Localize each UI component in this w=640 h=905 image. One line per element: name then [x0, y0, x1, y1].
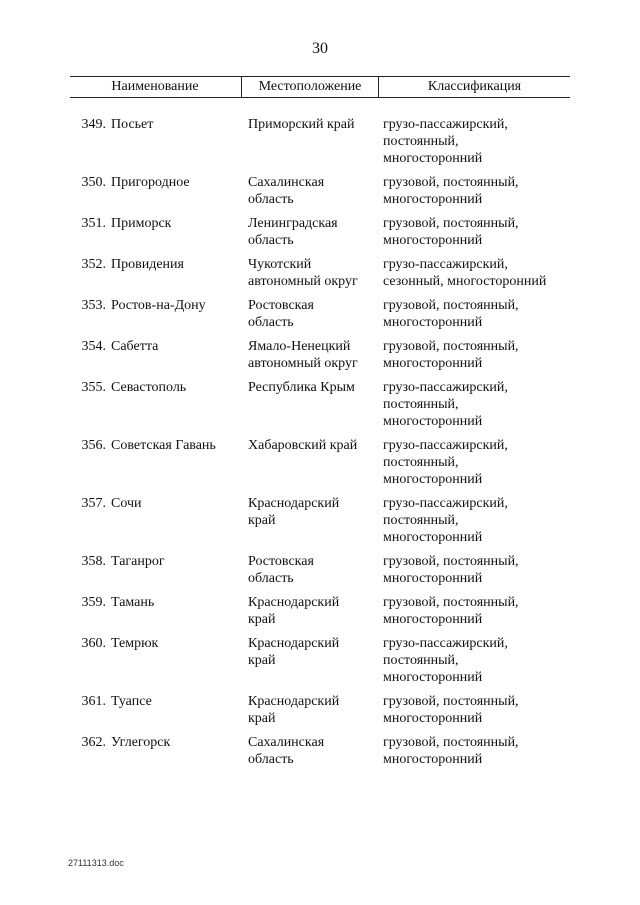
- port-classification-line: многосторонний: [383, 711, 483, 726]
- port-classification: [383, 297, 573, 331]
- port-location-line: Краснодарский: [248, 694, 340, 709]
- port-classification: [383, 379, 573, 430]
- port-classification: [383, 437, 573, 488]
- port-classification-line: постоянный,: [383, 653, 459, 668]
- port-classification-line: постоянный,: [383, 134, 459, 149]
- port-location: [248, 379, 376, 396]
- port-location-line: Ростовская: [248, 554, 314, 569]
- row-number: 360.: [81, 636, 106, 651]
- port-classification-line: многосторонний: [383, 414, 483, 429]
- port-location: [248, 215, 376, 249]
- port-classification-line: многосторонний: [383, 151, 483, 166]
- port-location-line: край: [248, 653, 276, 668]
- port-classification-line: многосторонний: [383, 752, 483, 767]
- port-location-line: область: [248, 752, 294, 767]
- port-classification: [383, 174, 573, 208]
- header-name: Наименование: [111, 79, 199, 94]
- port-classification-line: постоянный,: [383, 455, 459, 470]
- port-location: [248, 594, 376, 628]
- port-name: Приморск: [111, 216, 172, 231]
- port-classification-line: многосторонний: [383, 612, 483, 627]
- row-number: 361.: [81, 694, 106, 709]
- port-classification-line: многосторонний: [383, 192, 483, 207]
- port-location-line: область: [248, 233, 294, 248]
- port-location-line: Краснодарский: [248, 636, 340, 651]
- port-location: [248, 495, 376, 529]
- port-location: [248, 256, 376, 290]
- row-number: 353.: [81, 298, 106, 313]
- port-location-line: Сахалинская: [248, 175, 325, 190]
- port-classification: [383, 256, 573, 290]
- port-classification-line: многосторонний: [383, 670, 483, 685]
- port-classification-line: грузо-пассажирский,: [383, 636, 508, 651]
- port-location-line: Республика Крым: [248, 380, 355, 395]
- port-location-line: область: [248, 571, 294, 586]
- port-classification-line: грузо-пассажирский,: [383, 257, 508, 272]
- row-number: 349.: [81, 117, 106, 132]
- port-location-line: край: [248, 513, 276, 528]
- port-location: [248, 437, 376, 454]
- port-classification: [383, 215, 573, 249]
- port-classification: [383, 693, 573, 727]
- row-number: 362.: [81, 735, 106, 750]
- row-number: 359.: [81, 595, 106, 610]
- row-number: 356.: [81, 438, 106, 453]
- port-name: Таганрог: [111, 554, 165, 569]
- port-name: Ростов-на-Дону: [111, 298, 206, 313]
- port-location-line: область: [248, 315, 294, 330]
- port-classification: [383, 338, 573, 372]
- port-location-line: Чукотский: [248, 257, 312, 272]
- port-classification-line: грузовой, постоянный,: [383, 595, 519, 610]
- port-name: Сочи: [111, 496, 142, 511]
- port-classification-line: сезонный, многосторонний: [383, 274, 547, 289]
- port-classification-line: многосторонний: [383, 315, 483, 330]
- port-location-line: Ростовская: [248, 298, 314, 313]
- table-header: [70, 76, 570, 98]
- port-classification-line: грузовой, постоянный,: [383, 735, 519, 750]
- port-location: [248, 338, 376, 372]
- port-location-line: область: [248, 192, 294, 207]
- footer-doc-code: 27111313.doc: [68, 858, 124, 868]
- port-classification: [383, 734, 573, 768]
- port-location-line: Краснодарский: [248, 595, 340, 610]
- port-classification-line: многосторонний: [383, 571, 483, 586]
- port-name: Пригородное: [111, 175, 190, 190]
- header-classification: Классификация: [427, 79, 522, 94]
- port-name: Советская Гавань: [111, 438, 216, 453]
- port-classification-line: многосторонний: [383, 530, 483, 545]
- port-name: Севастополь: [111, 380, 187, 395]
- row-number: 358.: [81, 554, 106, 569]
- port-location-line: край: [248, 612, 276, 627]
- port-name: Тамань: [111, 595, 155, 610]
- port-classification: [383, 495, 573, 546]
- port-location: [248, 297, 376, 331]
- port-classification-line: грузовой, постоянный,: [383, 339, 519, 354]
- port-name: Туапсе: [111, 694, 152, 709]
- row-number: 352.: [81, 257, 106, 272]
- port-classification-line: грузовой, постоянный,: [383, 554, 519, 569]
- port-location: [248, 553, 376, 587]
- port-classification-line: грузо-пассажирский,: [383, 117, 508, 132]
- port-name: Темрюк: [111, 636, 159, 651]
- port-name: Посьет: [111, 117, 154, 132]
- row-number: 357.: [81, 496, 106, 511]
- port-classification-line: грузовой, постоянный,: [383, 694, 519, 709]
- port-classification-line: грузовой, постоянный,: [383, 216, 519, 231]
- port-location-line: Ямало-Ненецкий: [248, 339, 351, 354]
- port-location: [248, 693, 376, 727]
- port-name: Углегорск: [111, 735, 171, 750]
- port-location: [248, 116, 376, 133]
- port-classification-line: грузо-пассажирский,: [383, 438, 508, 453]
- port-location-line: автономный округ: [248, 356, 358, 371]
- header-location: Местоположение: [241, 77, 379, 97]
- port-location-line: край: [248, 711, 276, 726]
- port-classification-line: многосторонний: [383, 356, 483, 371]
- port-name: Сабетта: [111, 339, 159, 354]
- port-classification: [383, 553, 573, 587]
- port-location-line: автономный округ: [248, 274, 358, 289]
- port-location-line: Сахалинская: [248, 735, 325, 750]
- row-number: 350.: [81, 175, 106, 190]
- page-number: 30: [312, 40, 328, 57]
- port-classification-line: грузовой, постоянный,: [383, 298, 519, 313]
- port-location: [248, 734, 376, 768]
- port-name: Провидения: [111, 257, 184, 272]
- port-location-line: Приморский край: [248, 117, 355, 132]
- row-number: 351.: [81, 216, 106, 231]
- port-classification-line: постоянный,: [383, 397, 459, 412]
- port-classification-line: многосторонний: [383, 233, 483, 248]
- port-classification-line: грузо-пассажирский,: [383, 380, 508, 395]
- port-classification-line: многосторонний: [383, 472, 483, 487]
- row-number: 354.: [81, 339, 106, 354]
- port-location: [248, 174, 376, 208]
- port-location: [248, 635, 376, 669]
- port-location-line: Ленинградская: [248, 216, 338, 231]
- port-classification: [383, 116, 573, 167]
- port-classification-line: постоянный,: [383, 513, 459, 528]
- port-classification-line: грузо-пассажирский,: [383, 496, 508, 511]
- port-location-line: Хабаровский край: [248, 438, 358, 453]
- port-classification-line: грузовой, постоянный,: [383, 175, 519, 190]
- port-location-line: Краснодарский: [248, 496, 340, 511]
- port-classification: [383, 594, 573, 628]
- row-number: 355.: [81, 380, 106, 395]
- port-classification: [383, 635, 573, 686]
